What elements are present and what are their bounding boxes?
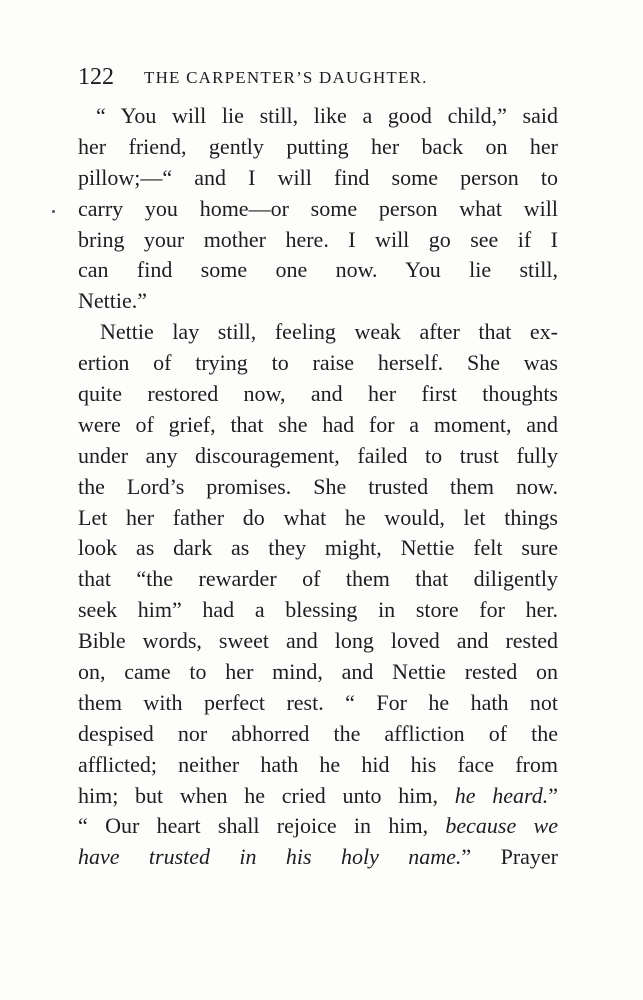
text-segment: pillow;—“ and I will find some person to — [78, 164, 558, 190]
text-line — [78, 564, 558, 595]
text-line — [78, 101, 558, 132]
text-line — [78, 719, 558, 750]
text-line — [78, 533, 558, 564]
text-line — [78, 194, 558, 225]
text-line — [78, 657, 558, 688]
text-line — [78, 348, 558, 379]
text-line — [78, 441, 558, 472]
text-line — [78, 811, 558, 842]
text-line — [78, 317, 558, 348]
text-line — [78, 163, 558, 194]
text-line — [78, 688, 558, 719]
body-text — [78, 101, 558, 873]
italic-text: have trusted in his holy name. — [78, 844, 462, 870]
text-line — [78, 255, 558, 286]
text-segment: Bible words, sweet and long loved and rested — [78, 628, 558, 654]
running-title: THE CARPENTER’S DAUGHTER. — [144, 68, 428, 87]
text-line — [78, 379, 558, 410]
text-segment: ertion of trying to raise herself. She was — [78, 350, 558, 376]
running-head — [78, 62, 558, 92]
text-segment: carry you home—or some person what will — [78, 195, 558, 221]
text-segment: despised nor abhorred the affliction of the — [78, 720, 558, 746]
text-line — [78, 842, 558, 873]
text-line — [78, 410, 558, 441]
italic-text: he heard. — [454, 782, 549, 808]
text-segment: Let her father do what he would, let things — [78, 504, 558, 530]
text-segment: ” — [548, 782, 558, 808]
text-line — [78, 750, 558, 781]
text-segment: her friend, gently putting her back on her — [78, 133, 558, 159]
text-segment: him; but when he cried unto him, — [78, 782, 455, 808]
text-segment: that “the rewarder of them that diligently — [78, 566, 558, 592]
text-line — [78, 132, 558, 163]
text-line — [78, 472, 558, 503]
text-segment: them with perfect rest. “ For he hath not — [78, 689, 558, 715]
italic-text: because we — [445, 813, 558, 839]
text-segment: afflicted; neither hath he hid his face from — [78, 751, 558, 777]
text-segment: can find some one now. You lie still, — [78, 257, 558, 283]
text-line — [78, 286, 558, 317]
text-line — [78, 595, 558, 626]
text-line — [78, 626, 558, 657]
text-segment: were of grief, that she had for a moment, and — [78, 411, 558, 437]
text-segment: Nettie lay still, feeling weak after that ex- — [100, 319, 558, 345]
text-segment: the Lord’s promises. She trusted them now. — [78, 473, 558, 499]
text-line — [78, 225, 558, 256]
text-segment: on, came to her mind, and Nettie rested on — [78, 659, 558, 685]
page-number: 122 — [78, 64, 114, 90]
text-line — [78, 503, 558, 534]
ink-speck — [52, 210, 55, 213]
text-segment: under any discouragement, failed to trust fully — [78, 442, 558, 468]
text-segment: quite restored now, and her first thoughts — [78, 381, 558, 407]
text-segment: seek him” had a blessing in store for her. — [78, 597, 558, 623]
text-segment: “ You will lie still, like a good child,” said — [96, 103, 558, 128]
text-line — [78, 781, 558, 812]
text-segment: bring your mother here. I will go see if I — [78, 226, 558, 252]
text-segment: look as dark as they might, Nettie felt sure — [78, 535, 558, 561]
text-segment: Nettie.” — [78, 288, 148, 314]
text-segment: “ Our heart shall rejoice in him, — [78, 813, 446, 839]
text-segment: ” Prayer — [461, 844, 558, 870]
